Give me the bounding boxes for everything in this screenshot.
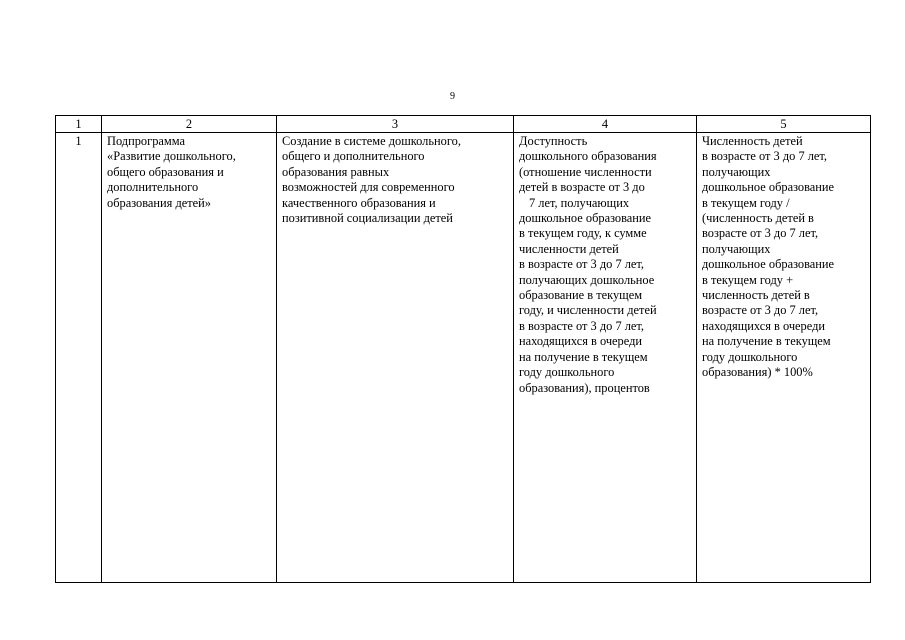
subprogram-line: дополнительного: [107, 180, 199, 195]
indicator-line: численности детей: [519, 241, 619, 256]
indicator-cell: [514, 133, 697, 583]
goal-line: общего и дополнительного: [282, 149, 425, 164]
formula-line: получающих: [702, 241, 771, 256]
header-cell-3: 3: [277, 116, 514, 133]
formula-line: на получение в текущем: [702, 334, 831, 349]
indicator-line: дошкольного образования: [519, 149, 657, 164]
subprogram-line: Подпрограмма: [107, 134, 185, 148]
indicator-line: образования), процентов: [519, 380, 650, 395]
indicator-line: 7 лет, получающих: [529, 195, 630, 210]
formula-line: в текущем году +: [702, 272, 794, 287]
indicator-line: году, и численности детей: [519, 303, 657, 318]
formula-line: дошкольное образование: [702, 180, 835, 195]
goal-cell: [277, 133, 514, 583]
subprogram-line: «Развитие дошкольного,: [107, 149, 236, 164]
indicator-line: в текущем году, к сумме: [519, 226, 647, 241]
header-cell-4: 4: [514, 116, 697, 133]
indicator-line: дошкольное образование: [519, 211, 652, 226]
formula-line: находящихся в очереди: [702, 318, 826, 333]
formula-line: году дошкольного: [702, 349, 798, 364]
indicator-line: в возрасте от 3 до 7 лет,: [519, 318, 645, 333]
formula-line: образования) * 100%: [702, 365, 813, 380]
indicator-line: на получение в текущем: [519, 349, 648, 364]
subprogram-line: образования детей»: [107, 195, 212, 210]
header-cell-2: 2: [102, 116, 277, 133]
indicator-line: (отношение численности: [519, 164, 652, 179]
indicator-line: Доступность: [519, 134, 588, 148]
formula-line: Численность детей: [702, 134, 803, 148]
formula-line: возрасте от 3 до 7 лет,: [702, 303, 819, 318]
indicator-table: [55, 115, 871, 583]
subprogram-line: общего образования и: [107, 164, 224, 179]
formula-line: численность детей в: [702, 288, 810, 303]
header-cell-5: 5: [697, 116, 871, 133]
indicator-line: находящихся в очереди: [519, 334, 643, 349]
page-number: 9: [450, 91, 455, 102]
goal-line: образования равных: [282, 164, 390, 179]
formula-line: (численность детей в: [702, 211, 814, 226]
indicator-line: детей в возрасте от 3 до: [519, 180, 645, 195]
table-header-row: [56, 116, 871, 133]
row-number-cell: 1: [56, 133, 102, 583]
subprogram-cell: [102, 133, 277, 583]
formula-line: в текущем году /: [702, 195, 790, 210]
table-row: [56, 133, 871, 583]
goal-line: возможностей для современного: [282, 180, 455, 195]
goal-line: Создание в системе дошкольного,: [282, 134, 461, 148]
indicator-line: в возрасте от 3 до 7 лет,: [519, 257, 645, 272]
indicator-line: году дошкольного: [519, 365, 615, 380]
indicator-line: образование в текущем: [519, 288, 643, 303]
formula-line: возрасте от 3 до 7 лет,: [702, 226, 819, 241]
formula-line: получающих: [702, 164, 771, 179]
formula-line: дошкольное образование: [702, 257, 835, 272]
formula-line: в возрасте от 3 до 7 лет,: [702, 149, 828, 164]
indicator-line: получающих дошкольное: [519, 272, 655, 287]
formula-cell: [697, 133, 871, 583]
header-cell-1: 1: [56, 116, 102, 133]
goal-line: качественного образования и: [282, 195, 436, 210]
goal-line: позитивной социализации детей: [282, 211, 453, 226]
